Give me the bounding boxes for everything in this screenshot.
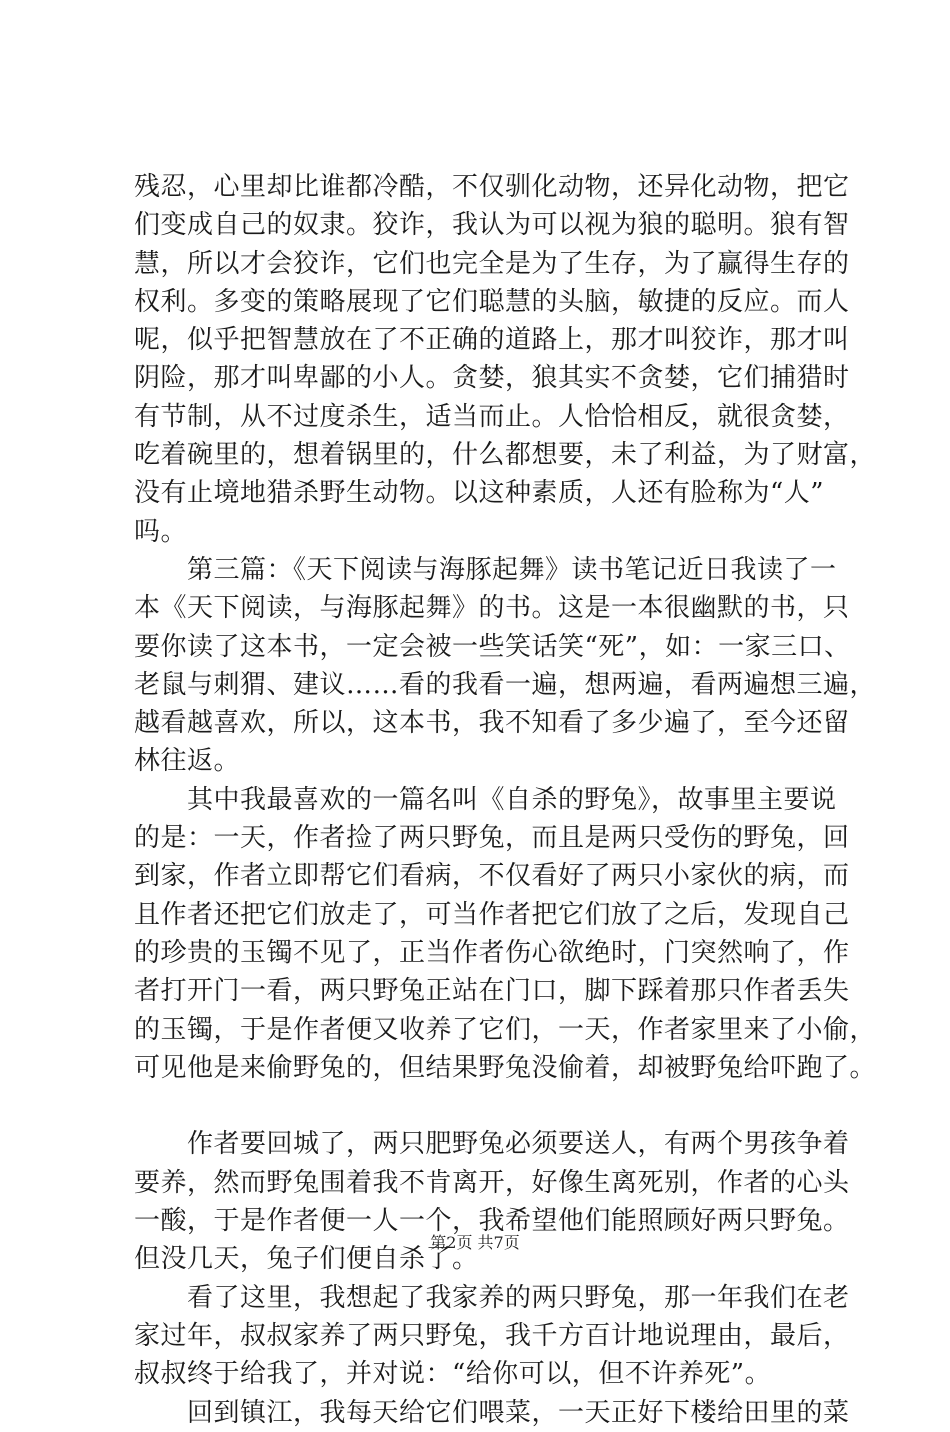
text-line: 的珍贵的玉镯不见了，正当作者伤心欲绝时，门突然响了，作 bbox=[134, 937, 850, 968]
text-line: 第三篇：《天下阅读与海豚起舞》读书笔记近日我读了一 bbox=[134, 554, 837, 585]
page-number: 第2页 共7页 bbox=[430, 1233, 520, 1252]
text-line: 可见他是来偷野兔的，但结果野兔没偷着，却被野兔给吓跑了。 bbox=[134, 1052, 877, 1083]
text-line: 权利。多变的策略展现了它们聪慧的头脑，敏捷的反应。而人 bbox=[134, 286, 850, 317]
text-line: 回到镇江，我每天给它们喂菜，一天正好下楼给田里的菜 bbox=[134, 1397, 850, 1428]
text-line: 没有止境地猎杀野生动物。以这种素质，人还有脸称为“人” bbox=[134, 478, 825, 509]
text-line: 的玉镯，于是作者便又收养了它们，一天，作者家里来了小偷， bbox=[134, 1014, 877, 1045]
text-line: 吗。 bbox=[134, 516, 188, 547]
text-line: 其中我最喜欢的一篇名叫《自杀的野兔》，故事里主要说 bbox=[134, 784, 837, 815]
text-line: 慧，所以才会狡诈，它们也完全是为了生存，为了赢得生存的 bbox=[134, 248, 850, 279]
text-line: 家过年，叔叔家养了两只野兔，我千方百计地说理由，最后， bbox=[134, 1320, 850, 1351]
text-line: 要养，然而野兔围着我不肯离开，好像生离死别，作者的心头 bbox=[134, 1167, 850, 1198]
text-line: 呢，似乎把智慧放在了不正确的道路上，那才叫狡诈，那才叫 bbox=[134, 325, 850, 356]
page-footer bbox=[0, 1230, 950, 1253]
blank-line bbox=[134, 1087, 834, 1125]
text-line: 老鼠与刺猬、建议……看的我看一遍，想两遍，看两遍想三遍， bbox=[134, 669, 877, 700]
text-line: 的是：一天，作者捡了两只野兔，而且是两只受伤的野兔，回 bbox=[134, 823, 850, 854]
text-line: 吃着碗里的，想着锅里的，什么都想要，未了利益，为了财富， bbox=[134, 440, 877, 471]
text-line: 叔叔终于给我了，并对说：“给你可以，但不许养死”。 bbox=[134, 1359, 772, 1390]
text-line: 到家，作者立即帮它们看病，不仅看好了两只小家伙的病，而 bbox=[134, 861, 850, 892]
text-line: 本《天下阅读，与海豚起舞》的书。这是一本很幽默的书，只 bbox=[134, 593, 850, 624]
text-line: 越看越喜欢，所以，这本书，我不知看了多少遍了，至今还留 bbox=[134, 708, 850, 739]
text-line: 一酸，于是作者便一人一个，我希望他们能照顾好两只野兔。 bbox=[134, 1206, 850, 1237]
text-line: 阴险，那才叫卑鄙的小人。贪婪，狼其实不贪婪，它们捕猎时 bbox=[134, 363, 850, 394]
text-line: 看了这里，我想起了我家养的两只野兔，那一年我们在老 bbox=[134, 1282, 850, 1313]
text-line: 残忍，心里却比谁都冷酷，不仅驯化动物，还异化动物，把它 bbox=[134, 172, 850, 202]
text-line: 们变成自己的奴隶。狡诈，我认为可以视为狼的聪明。狼有智 bbox=[134, 210, 850, 241]
text-line: 有节制，从不过度杀生，适当而止。人恰恰相反，就很贪婪， bbox=[134, 401, 850, 432]
text-line: 要你读了这本书，一定会被一些笑话笑“死”，如：一家三口、 bbox=[134, 631, 851, 662]
text-line: 者打开门一看，两只野兔正站在门口，脚下踩着那只作者丢失 bbox=[134, 976, 850, 1007]
text-line: 作者要回城了，两只肥野兔必须要送人，有两个男孩争着 bbox=[134, 1129, 850, 1160]
text-line: 林往返。 bbox=[134, 746, 241, 777]
text-line: 但没几天，兔子们便自杀了。 bbox=[134, 1244, 479, 1275]
text-line: 且作者还把它们放走了，可当作者把它们放了之后，发现自己 bbox=[134, 899, 850, 930]
